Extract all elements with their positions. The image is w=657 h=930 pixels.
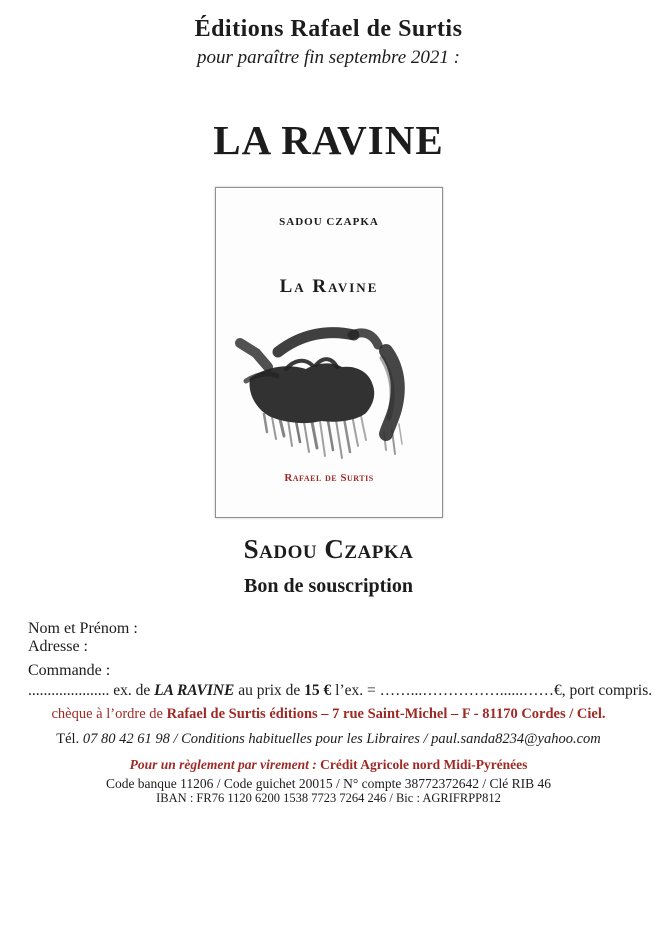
bank-codes-line: Code banque 11206 / Code guichet 20015 / N° compte 38772372642 / Clé RIB 46	[105, 776, 552, 791]
contact-line: Tél. 07 80 42 61 98 / Conditions habituelles pour les Libraires / paul.sanda8234@yahoo.com	[56, 731, 601, 747]
section-author-name: Sadou Czapka	[243, 534, 414, 564]
order-quantity-line: ..................... ex. de LA RAVINE au prix de 15 € l’ex. = ……...……………......……€, port compris.	[28, 682, 653, 699]
ink-main-mass	[250, 363, 375, 423]
cover-publisher-name: Rafael de Surtis	[284, 472, 374, 484]
cheque-instruction-line: chèque à l’ordre de Rafael de Surtis éditions – 7 rue Saint-Michel – F - 81170 Cordes / Ciel.	[51, 706, 606, 722]
ink-brush-artwork-icon	[216, 324, 444, 476]
publisher-header: Éditions Rafael de Surtis	[194, 16, 463, 42]
name-field-label: Nom et Prénom :	[28, 620, 138, 637]
bank-name: Crédit Agricole nord Midi-Pyrénées	[320, 757, 528, 772]
bank-transfer-line: Pour un règlement par virement : Crédit Agricole nord Midi-Pyrénées	[129, 757, 528, 772]
order-book-title: LA RAVINE	[154, 682, 235, 699]
address-field-label: Adresse :	[28, 638, 88, 655]
payee-address: Rafael de Surtis éditions – 7 rue Saint-Michel – F - 81170 Cordes / Ciel.	[166, 706, 606, 722]
release-date-subtitle: pour paraître fin septembre 2021 :	[197, 47, 460, 68]
amount-dotted-blank: ……...……………......……	[379, 682, 554, 699]
iban-bic-line: IBAN : FR76 1120 6200 1538 7723 7264 246 / Bic : AGRIFRPP812	[156, 791, 501, 805]
quantity-dotted-blank: .....................	[28, 682, 110, 699]
book-cover	[215, 187, 443, 518]
order-field-label: Commande :	[28, 662, 111, 679]
cover-book-title: La Ravine	[279, 276, 379, 297]
cover-author-name: SADOU CZAPKA	[279, 216, 379, 228]
contact-details: 07 80 42 61 98 / Conditions habituelles pour les Libraires / paul.sanda8234@yahoo.com	[82, 731, 601, 747]
subscription-form-heading: Bon de souscription	[244, 575, 413, 597]
book-main-title: LA RAVINE	[213, 117, 444, 163]
unit-price: 15 €	[304, 682, 332, 699]
